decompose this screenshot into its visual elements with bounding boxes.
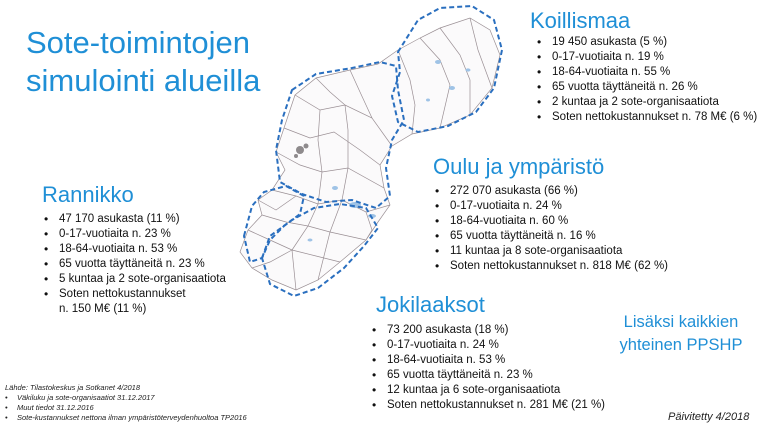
fact-net-costs: • Soten nettokustannukset n. 281 M€ (21 %) — [370, 398, 605, 413]
source-item: • Muut tiedot 31.12.2016 — [5, 403, 247, 413]
fact-age-0-17: • 0-17-vuotiaita n. 24 % — [370, 338, 605, 353]
title-line-1: Sote-toimintojen — [26, 25, 251, 60]
region-title-oulu: Oulu ja ympäristö — [433, 154, 605, 179]
fact-age-65-plus: • 65 vuotta täyttäneitä n. 23 % — [42, 257, 226, 272]
fact-age-0-17: • 0-17-vuotiaita n. 24 % — [433, 199, 668, 214]
fact-net-costs: • Soten nettokustannukset n. 818 M€ (62 %) — [433, 259, 668, 274]
source-item: • Väkiluku ja sote-organisaatiot 31.12.2017 — [5, 393, 247, 403]
fact-population: • 19 450 asukasta (5 %) — [535, 35, 757, 50]
fact-age-18-64: • 18-64-vuotiaita n. 53 % — [370, 353, 605, 368]
fact-age-18-64: • 18-64-vuotiaita n. 60 % — [433, 214, 668, 229]
fact-net-costs — [42, 287, 226, 317]
fact-net-costs-line-2: n. 150 M€ (11 %) — [59, 303, 147, 315]
rannikko-facts — [42, 212, 226, 317]
jokilaaksot-facts — [370, 323, 605, 413]
fact-age-18-64: • 18-64-vuotiaita n. 53 % — [42, 242, 226, 257]
fact-age-0-17: • 0-17-vuotiaita n. 19 % — [535, 50, 757, 65]
fact-age-65-plus: • 65 vuotta täyttäneitä n. 16 % — [433, 229, 668, 244]
ppshp-note-line-2: yhteinen PPSHP — [619, 336, 743, 354]
fact-age-65-plus: • 65 vuotta täyttäneitä n. 23 % — [370, 368, 605, 383]
sources-heading: Lähde: Tilastokeskus ja Sotkanet 4/2018 — [5, 383, 141, 392]
region-title-jokilaaksot: Jokilaaksot — [376, 292, 485, 317]
koillismaa-facts — [535, 35, 757, 125]
sources-list — [5, 393, 247, 423]
updated-date: Päivitetty 4/2018 — [668, 411, 750, 423]
fact-age-0-17: • 0-17-vuotiaita n. 23 % — [42, 227, 226, 242]
fact-net-costs: • Soten nettokustannukset n. 78 M€ (6 %) — [535, 110, 757, 125]
fact-population: • 73 200 asukasta (18 %) — [370, 323, 605, 338]
fact-population: • 47 170 asukasta (11 %) — [42, 212, 226, 227]
ppshp-note — [606, 311, 756, 357]
fact-municipalities: • 2 kuntaa ja 2 sote-organisaatiota — [535, 95, 757, 110]
oulu-facts — [433, 184, 668, 274]
fact-age-65-plus: • 65 vuotta täyttäneitä n. 26 % — [535, 80, 757, 95]
fact-net-costs-line-1: • Soten nettokustannukset — [59, 288, 186, 300]
sources — [5, 383, 247, 423]
fact-municipalities: • 11 kuntaa ja 8 sote-organisaatiota — [433, 244, 668, 259]
fact-age-18-64: • 18-64-vuotiaita n. 55 % — [535, 65, 757, 80]
source-item: • Sote-kustannukset nettona ilman ympäristöterveydenhuoltoa TP2016 — [5, 413, 247, 423]
fact-population: • 272 070 asukasta (66 %) — [433, 184, 668, 199]
title-line-2: simulointi alueilla — [26, 63, 261, 98]
ppshp-note-line-1: Lisäksi kaikkien — [623, 313, 739, 331]
fact-municipalities: • 5 kuntaa ja 2 sote-organisaatiota — [42, 272, 226, 287]
region-title-koillismaa: Koillismaa — [530, 8, 631, 33]
region-title-rannikko: Rannikko — [42, 182, 134, 207]
fact-municipalities: • 12 kuntaa ja 6 sote-organisaatiota — [370, 383, 605, 398]
